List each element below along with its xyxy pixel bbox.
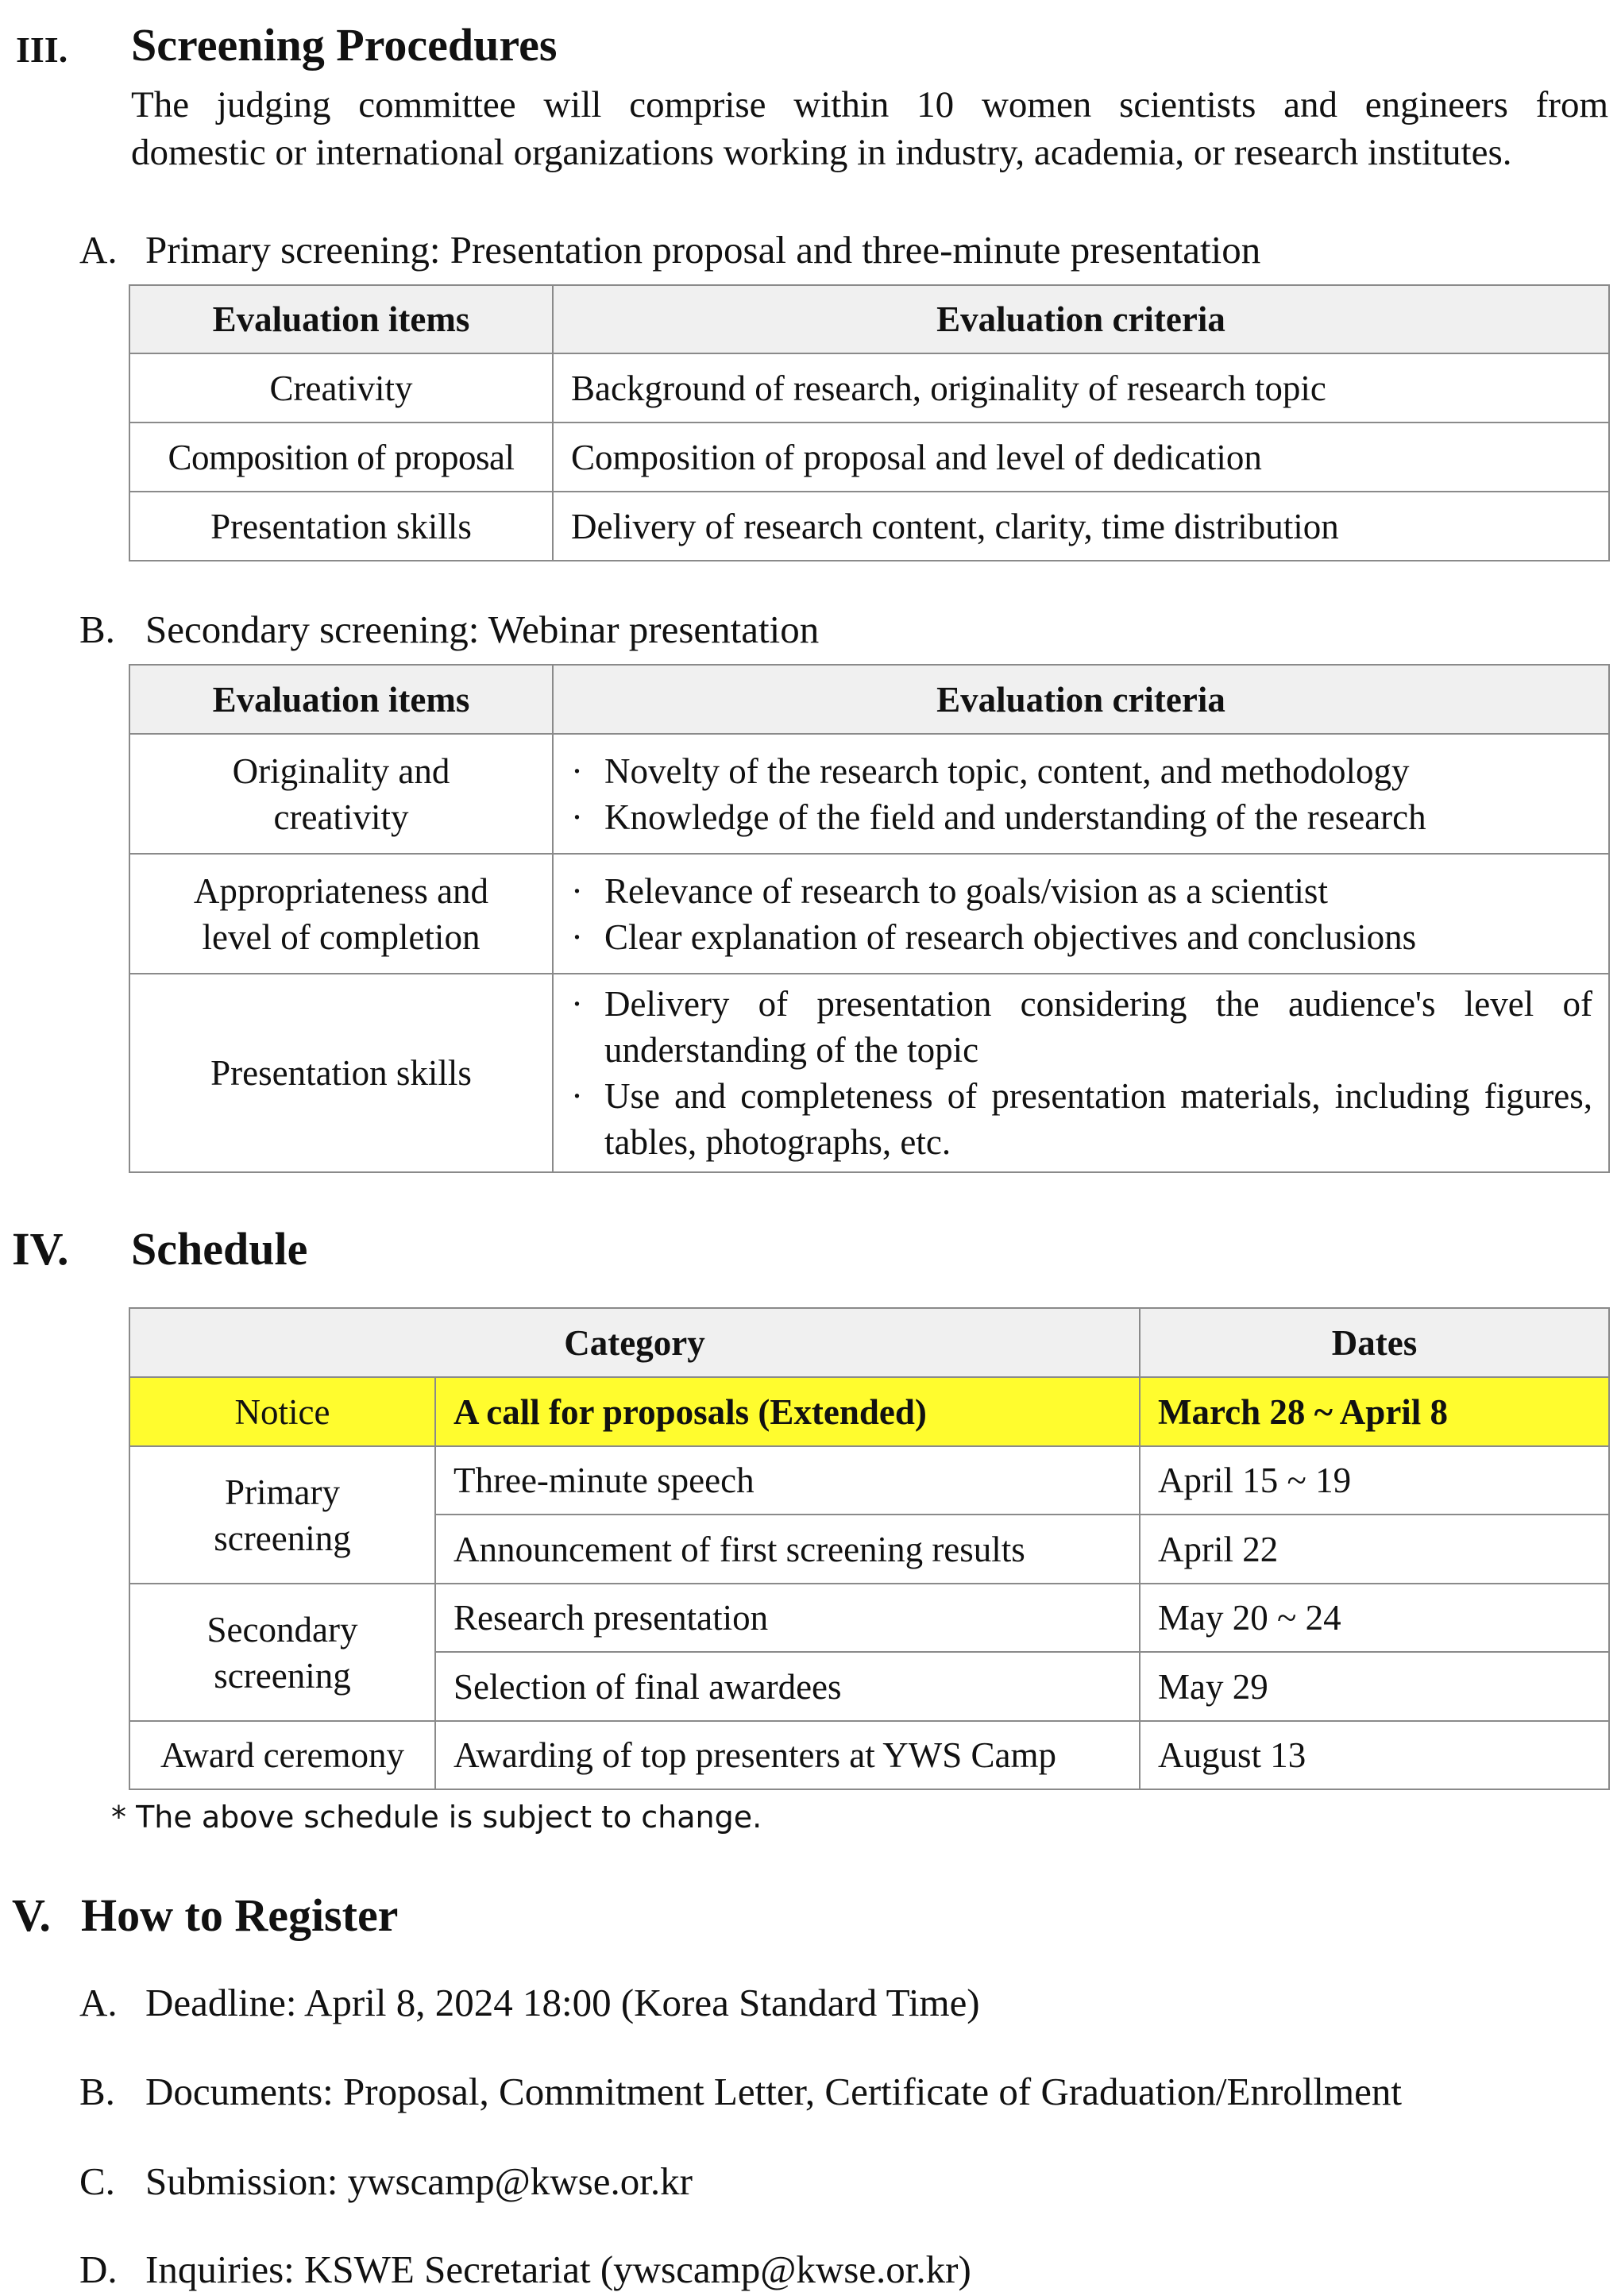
schedule-task: Selection of final awardees [435, 1652, 1140, 1721]
schedule-note: * The above schedule is subject to change. [111, 1800, 762, 1835]
schedule-task: A call for proposals (Extended) [435, 1377, 1140, 1446]
col-header: Category [129, 1308, 1140, 1377]
bullet-dot: · [571, 984, 583, 1024]
schedule-table [129, 1307, 1610, 1790]
section-number: V. [12, 1889, 51, 1941]
col-header: Dates [1140, 1308, 1609, 1377]
list-letter: A. [79, 228, 118, 272]
bullet-item [571, 981, 1592, 1073]
table-header-row [129, 285, 1609, 353]
schedule-task: Awarding of top presenters at YWS Camp [435, 1721, 1140, 1789]
evaluation-item: Presentation skills [129, 974, 553, 1172]
bullet-dot: · [571, 797, 583, 837]
list-text: Submission: ywscamp@kwse.or.kr [145, 2159, 693, 2203]
list-item [79, 2072, 1402, 2111]
category-line: Secondary [206, 1609, 358, 1650]
secondary-heading [79, 610, 819, 649]
schedule-task: Research presentation [435, 1584, 1140, 1652]
bullet-dot: · [571, 916, 583, 957]
schedule-date: May 29 [1140, 1652, 1609, 1721]
item-line: level of completion [202, 916, 481, 957]
evaluation-criteria: Background of research, originality of research topic [553, 353, 1609, 423]
list-text: Documents: Proposal, Commitment Letter, Certificate of Graduation/Enrollment [145, 2070, 1402, 2113]
intro-line: The judging committee will comprise within 10 women scientists and engineers from [131, 84, 1608, 125]
bullet-text: Clear explanation of research objectives and conclusions [604, 916, 1417, 957]
list-item [79, 2250, 971, 2289]
category-line: Primary [225, 1472, 340, 1512]
evaluation-item: Composition of proposal [129, 423, 553, 492]
intro-line: domestic or international organizations working in industry, academia, or research institutes. [131, 132, 1512, 173]
evaluation-criteria: Composition of proposal and level of dedication [553, 423, 1609, 492]
table-row [129, 734, 1609, 854]
schedule-category [129, 1584, 435, 1721]
evaluation-item [129, 734, 553, 854]
section-number: III. [16, 29, 68, 70]
schedule-task: Announcement of first screening results [435, 1515, 1140, 1584]
table-row [129, 1446, 1609, 1515]
evaluation-item [129, 854, 553, 974]
bullet-item [571, 868, 1592, 914]
section-title: Schedule [131, 1223, 308, 1275]
notice-row [129, 1377, 1609, 1446]
list-item [79, 1983, 980, 2022]
evaluation-criteria [553, 974, 1609, 1172]
secondary-criteria-table [129, 664, 1610, 1173]
list-text: Inquiries: KSWE Secretariat (ywscamp@kwse.or.kr) [145, 2248, 971, 2291]
list-letter: A. [79, 1981, 118, 2024]
col-header: Evaluation items [129, 285, 553, 353]
evaluation-criteria: Delivery of research content, clarity, time distribution [553, 492, 1609, 561]
evaluation-item: Presentation skills [129, 492, 553, 561]
category-line: screening [214, 1518, 351, 1558]
item-line: Appropriateness and [193, 870, 489, 911]
schedule-date: May 20 ~ 24 [1140, 1584, 1609, 1652]
bullet-item [571, 748, 1592, 794]
section-number: IV. [12, 1223, 69, 1275]
bullet-item [571, 794, 1592, 840]
col-header: Evaluation criteria [553, 665, 1609, 734]
col-header: Evaluation criteria [553, 285, 1609, 353]
col-header: Evaluation items [129, 665, 553, 734]
schedule-date: April 15 ~ 19 [1140, 1446, 1609, 1515]
bullet-text: Use and completeness of presentation materials, including figures, tables, photographs, etc. [604, 1076, 1592, 1162]
schedule-category: Award ceremony [129, 1721, 435, 1789]
table-row [129, 974, 1609, 1172]
primary-criteria-table [129, 284, 1610, 561]
heading-text: Primary screening: Presentation proposal and three-minute presentation [145, 228, 1261, 272]
list-letter: B. [79, 2070, 115, 2113]
list-letter: B. [79, 608, 115, 651]
bullet-text: Relevance of research to goals/vision as a scientist [604, 870, 1328, 911]
item-line: Originality and [232, 751, 450, 791]
list-text: Deadline: April 8, 2024 18:00 (Korea Standard Time) [145, 1981, 980, 2024]
bullet-dot: · [571, 1076, 583, 1116]
category-line: screening [214, 1655, 351, 1696]
bullet-text: Knowledge of the field and understanding of the research [604, 797, 1426, 837]
primary-heading [79, 228, 1261, 272]
heading-text: Secondary screening: Webinar presentation [145, 608, 820, 651]
schedule-date: April 22 [1140, 1515, 1609, 1584]
schedule-date: March 28 ~ April 8 [1140, 1377, 1609, 1446]
evaluation-item: Creativity [129, 353, 553, 423]
evaluation-criteria [553, 854, 1609, 974]
list-letter: C. [79, 2159, 115, 2203]
section-intro [131, 81, 1608, 176]
table-row [129, 854, 1609, 974]
list-item [79, 2159, 693, 2203]
bullet-item [571, 1073, 1592, 1165]
table-row [129, 1721, 1609, 1789]
table-header-row [129, 665, 1609, 734]
table-header-row [129, 1308, 1609, 1377]
table-row [129, 492, 1609, 561]
bullet-dot: · [571, 870, 583, 911]
schedule-category [129, 1446, 435, 1584]
bullet-text: Novelty of the research topic, content, and methodology [604, 751, 1410, 791]
section-title: How to Register [81, 1889, 399, 1941]
table-row [129, 353, 1609, 423]
bullet-text: Delivery of presentation considering the audience's level of understanding of the topic [604, 984, 1592, 1070]
section-title: Screening Procedures [131, 19, 558, 71]
schedule-category: Notice [129, 1377, 435, 1446]
table-row [129, 1584, 1609, 1652]
table-row [129, 423, 1609, 492]
list-letter: D. [79, 2248, 118, 2291]
bullet-dot: · [571, 751, 583, 791]
schedule-date: August 13 [1140, 1721, 1609, 1789]
schedule-task: Three-minute speech [435, 1446, 1140, 1515]
bullet-item [571, 914, 1592, 960]
item-line: creativity [273, 797, 409, 837]
evaluation-criteria [553, 734, 1609, 854]
